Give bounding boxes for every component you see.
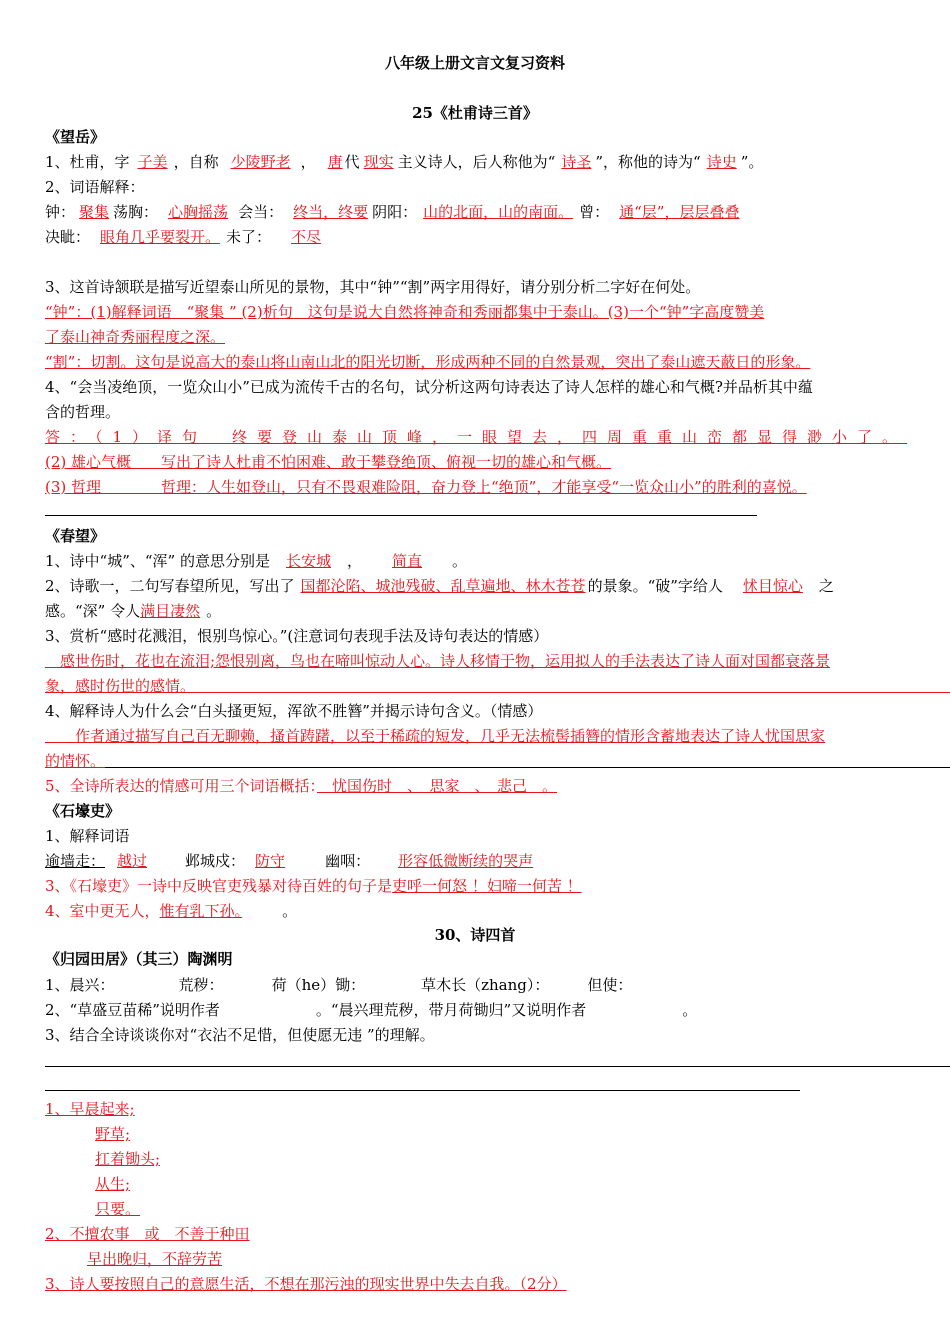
page-title: 八年级上册文言文复习资料 xyxy=(384,54,565,72)
poem-title-guiyuan: 《归园田居》（其三）陶渊明 xyxy=(45,950,233,968)
guiyuan-answer-1: 1、早晨起来; xyxy=(45,1100,135,1118)
poem-title-chunwang: 《春望》 xyxy=(45,527,106,545)
chunwang-q2-cont: 感。“深” 令人满目凄然 。 xyxy=(45,602,222,620)
q1-dufu: 1、杜甫，字 子美 ，自称 少陵野老 ， 唐 代 现实 主义诗人，后人称他为“ 诗圣 ”，称他的诗为“ 诗史 ”。 xyxy=(45,153,764,171)
answer-underline xyxy=(45,692,950,693)
shihaoli-q1: 1、解释词语 xyxy=(45,827,130,845)
q4-answer-line-1: 答：（1）译句 终要登山泰山顶峰，一眼望去，四周重重山峦都显得渺小了。 xyxy=(45,428,908,446)
shihaoli-words: 逾墙走： 越过 邺城戍： 防守 幽咽： 形容低微断续的哭声 xyxy=(45,852,534,870)
guiyuan-answer-3: 扛着锄头; xyxy=(95,1150,161,1168)
q3-answer-line-3: “割”：切割。这句是说高大的泰山将山南山北的阳光切断，形成两种不同的自然景观，突出了泰山遮天蔽日的形象。 xyxy=(45,353,811,371)
guiyuan-answer-4: 从生; xyxy=(95,1175,131,1193)
word-explanations-1: 钟： 聚集 荡胸： 心胸摇荡 会当： 终当，终要 阴阳： 山的北面，山的南面。 曾： 通“层”，层层叠叠 xyxy=(45,203,740,221)
chunwang-q3: 3、赏析“感时花溅泪，恨别鸟惊心。”(注意词句表现手法及诗句表达的情感） xyxy=(45,627,549,645)
q4-question-line-2: 含的哲理。 xyxy=(45,403,121,421)
shihaoli-q3: 3、《石壕吏》一诗中反映官吏残暴对待百姓的句子是吏呼一何怒 ！妇啼一何苦 ！ xyxy=(45,877,582,895)
poem-title-shihaoli: 《石壕吏》 xyxy=(45,802,121,820)
chunwang-q1: 1、诗中“城”、“浑” 的意思分别是 长安城 ， 简直 。 xyxy=(45,552,468,570)
q4-answer-line-2: (2) 雄心气概 写出了诗人杜甫不怕困难、敢于攀登绝顶、俯视一切的雄心和气概。 xyxy=(45,453,612,471)
q2-label: 2、词语解释： xyxy=(45,178,145,196)
chunwang-q4: 4、解释诗人为什么会“白头搔更短，浑欲不胜簪”并揭示诗句含义。（情感） xyxy=(45,702,543,720)
answer-underline xyxy=(45,767,105,768)
chunwang-q3-answer-1: 感世伤时，花也在流泪;怨恨别离，鸟也在啼叫惊动人心。诗人移情于物，运用拟人的手法表达了诗人面对国都衰落景 xyxy=(45,652,831,670)
poem-title-wangyue: 《望岳》 xyxy=(45,128,106,146)
chunwang-q4-answer-2: 的情怀。 xyxy=(45,752,106,770)
word-explanations-2: 决眦： 眼角几乎要裂开。 未了： 不尽 xyxy=(45,228,322,246)
chunwang-q3-answer-2: 象，感时伤世的感情。 xyxy=(45,677,196,695)
blank-line xyxy=(105,767,950,768)
q3-answer-line-2: 了泰山神奇秀丽程度之深。 xyxy=(45,328,226,346)
q3-answer-line-1: “钟”：(1)解释词语 “聚集 ” (2)析句 这句是说大自然将神奇和秀丽都集中于泰山。(3)一个“钟”字高度赞美 xyxy=(45,303,765,321)
guiyuan-answer-6: 2、不擅农事 或 不善于种田 xyxy=(45,1225,250,1243)
blank-answer-line xyxy=(45,1066,950,1067)
q4-answer-line-3: (3) 哲理 哲理：人生如登山，只有不畏艰难险阻，奋力登上“绝顶”，才能享受“一览众山小”的胜利的喜悦。 xyxy=(45,478,807,496)
guiyuan-answer-2: 野草; xyxy=(95,1125,131,1143)
chunwang-q5: 5、全诗所表达的情感可用三个词语概括： 忧国伤时 、 思家 、 悲己 。 xyxy=(45,777,558,795)
guiyuan-answer-5: 只要。 xyxy=(95,1200,141,1218)
section-30-heading: 30、诗四首 xyxy=(434,926,516,944)
guiyuan-q2: 2、“草盛豆苗稀”说明作者 。“晨兴理荒秽，带月荷锄归”又说明作者 。 xyxy=(45,1001,698,1019)
separator-line xyxy=(45,515,757,516)
blank-answer-line xyxy=(45,1090,800,1091)
guiyuan-q3: 3、结合全诗谈谈你对“衣沾不足惜，但使愿无违 ”的理解。 xyxy=(45,1026,435,1044)
guiyuan-answer-7: 早出晚归，不辞劳苦 xyxy=(87,1250,223,1268)
section-25-heading: 25《杜甫诗三首》 xyxy=(412,104,538,122)
guiyuan-q1: 1、晨兴： 荒秽： 荷（he）锄： 草木长（zhang）： 但使： xyxy=(45,976,633,994)
q3-question: 3、这首诗颔联是描写近望泰山所见的景物，其中“钟”“割”两字用得好，请分别分析二字好在何处。 xyxy=(45,278,701,296)
guiyuan-answer-8: 3、诗人要按照自己的意愿生活，不想在那污浊的现实世界中失去自我。（2分） xyxy=(45,1275,567,1293)
shihaoli-q4: 4、室中更无人，惟有乳下孙。 。 xyxy=(45,902,298,920)
q4-question-line-1: 4、“会当凌绝顶，一览众山小”已成为流传千古的名句，试分析这两句诗表达了诗人怎样的雄心和气概?并品析其中蕴 xyxy=(45,378,813,396)
chunwang-q2: 2、诗歌一，二句写春望所见，写出了 国都沦陷、城池残破、乱草遍地、林木苍苍 的景象。“破”字给人 怵目惊心 之 xyxy=(45,577,834,595)
chunwang-q4-answer-1: 作者通过描写自己百无聊赖，搔首踌躇，以至于稀疏的短发，几乎无法梳髻插簪的情形含蓄地表达了诗人忧国思家 xyxy=(45,727,826,745)
